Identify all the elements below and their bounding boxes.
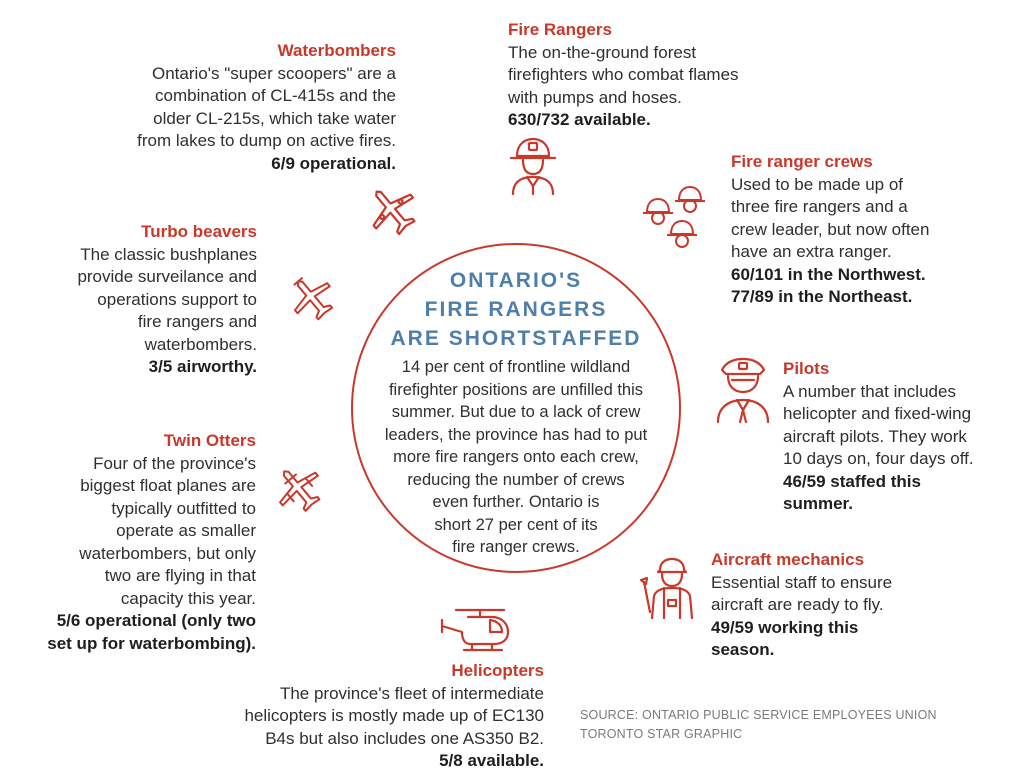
pilots-stat: 46/59 staffed this (783, 471, 921, 491)
pilots-text: 10 days on, four days off. (783, 449, 974, 468)
source-credit (580, 706, 937, 744)
waterbombers-text: from lakes to dump on active fires. (137, 131, 396, 150)
summary-line: fire ranger crews. (452, 538, 580, 556)
firefighter-icon (505, 134, 561, 196)
fire-rangers-text: The on-the-ground forest (508, 42, 697, 62)
twin-otters-block (20, 430, 256, 655)
fire-ranger-crews-block (731, 151, 1001, 309)
turbo-beavers-text: operations support to (97, 289, 257, 309)
turbo-beavers-text: fire rangers and (137, 312, 257, 331)
summary-line: more fire rangers onto each crew, (393, 448, 639, 466)
airplane-icon (362, 180, 422, 240)
aircraft-mechanics-block (711, 549, 971, 662)
summary-line: firefighter positions are unfilled this (388, 380, 644, 399)
mechanic-icon (638, 556, 702, 620)
aircraft-mechanics-stat: 49/59 working this (711, 617, 859, 637)
summary-line: reducing the number of crews (407, 470, 625, 489)
pilots-text: helicopter and fixed-wing (783, 404, 972, 423)
summary-line: leaders, the province has had to put (384, 425, 648, 444)
fire-ranger-crews-stat: 77/89 in the Northeast. (731, 287, 913, 306)
fire-ranger-crews-text: Used to be made up of (731, 174, 904, 194)
waterbombers-block (70, 40, 396, 175)
helicopters-text: B4s but also includes one AS350 B2. (265, 728, 544, 748)
summary-line: even further. Ontario is (432, 493, 600, 511)
twin-otters-text: waterbombers, but only (79, 543, 256, 563)
helicopters-text: The province's fleet of intermediate (279, 683, 544, 703)
summary-line: short 27 per cent of its (434, 515, 598, 534)
fire-ranger-crews-text: have an extra ranger. (731, 242, 892, 261)
pilot-icon (712, 354, 774, 424)
turbo-beavers-text: provide surveilance and (77, 267, 257, 286)
helicopters-block (180, 660, 544, 773)
helicopters-text: helicopters is mostly made up of EC130 (244, 706, 544, 725)
helicopters-title: Helicopters (451, 661, 544, 680)
fire-rangers-title: Fire Rangers (508, 20, 612, 39)
source-line: SOURCE: ONTARIO PUBLIC SERVICE EMPLOYEES UNION (580, 708, 937, 722)
turbo-beavers-title: Turbo beavers (141, 222, 257, 241)
twin-otters-stat: 5/6 operational (only two (56, 611, 256, 630)
aircraft-mechanics-stat: season. (711, 640, 775, 659)
twin-otters-text: Four of the province's (93, 453, 256, 473)
pilots-stat: summer. (783, 494, 853, 513)
turbo-beavers-text: waterbombers. (144, 334, 257, 354)
aircraft-mechanics-text: Essential staff to ensure (711, 572, 893, 592)
fire-ranger-crews-stat: 60/101 in the Northwest. (731, 264, 926, 284)
twin-otters-text: typically outfitted to (111, 498, 256, 518)
turbo-beavers-block (30, 221, 257, 379)
crew-icon (640, 186, 712, 252)
source-line: TORONTO STAR GRAPHIC (580, 727, 743, 741)
waterbombers-text: Ontario's "super scoopers" are a (152, 63, 396, 83)
waterbombers-stat: 6/9 operational. (271, 153, 396, 173)
aircraft-mechanics-title: Aircraft mechanics (711, 550, 865, 569)
headline (351, 266, 681, 353)
summary-text (351, 356, 681, 559)
fire-rangers-block (508, 19, 808, 132)
fire-rangers-text: firefighters who combat flames (508, 65, 739, 84)
pilots-text: A number that includes (783, 381, 956, 401)
twin-otters-text: biggest float planes are (80, 476, 256, 495)
headline-line: ONTARIO'S (449, 269, 583, 292)
pilots-block (783, 358, 1013, 516)
twin-otters-text: operate as smaller (116, 521, 256, 540)
headline-line: FIRE RANGERS (424, 298, 608, 321)
waterbombers-title: Waterbombers (277, 41, 396, 60)
aircraft-mechanics-text: aircraft are ready to fly. (711, 595, 884, 614)
helicopters-stat: 5/8 available. (439, 751, 544, 770)
waterbombers-text: combination of CL-415s and the (155, 86, 396, 105)
pilots-title: Pilots (783, 359, 830, 378)
helicopter-icon (438, 604, 516, 654)
fire-ranger-crews-text: three fire rangers and a (731, 197, 908, 216)
turbo-beavers-stat: 3/5 airworthy. (148, 357, 257, 376)
twin-otters-text: capacity this year. (120, 588, 256, 608)
summary-line: 14 per cent of frontline wildland (401, 358, 631, 376)
waterbombers-text: older CL-215s, which take water (153, 108, 396, 128)
fire-ranger-crews-text: crew leader, but now often (731, 219, 930, 239)
twin-otters-title: Twin Otters (163, 431, 256, 450)
summary-line: summer. But due to a lack of crew (391, 403, 641, 421)
floatplane-icon (272, 462, 326, 516)
fire-ranger-crews-title: Fire ranger crews (731, 152, 873, 171)
twin-otters-text: two are flying in that (104, 566, 256, 585)
bushplane-icon (288, 272, 338, 326)
headline-line: ARE SHORTSTAFFED (390, 327, 642, 350)
fire-rangers-text: with pumps and hoses. (508, 87, 682, 107)
twin-otters-stat: set up for waterbombing). (47, 633, 256, 653)
fire-rangers-stat: 630/732 available. (508, 110, 651, 129)
turbo-beavers-text: The classic bushplanes (80, 244, 257, 264)
pilots-text: aircraft pilots. They work (783, 426, 967, 446)
